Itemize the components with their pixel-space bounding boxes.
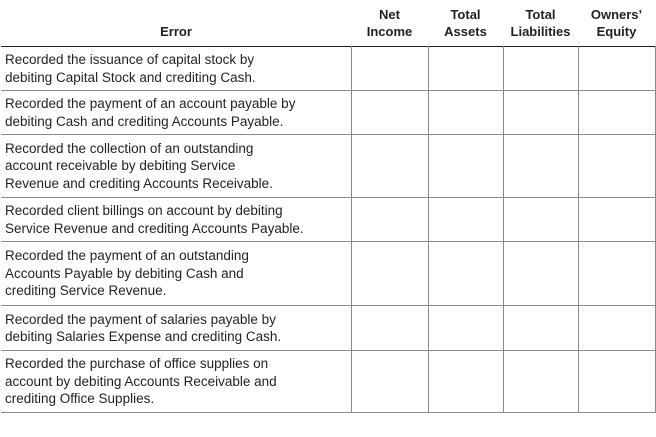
- total-assets-cell[interactable]: [428, 91, 503, 135]
- header-net-income: Net Income: [366, 7, 413, 39]
- total-liabilities-cell[interactable]: [503, 47, 578, 91]
- net-income-cell[interactable]: [351, 242, 428, 306]
- total-assets-cell[interactable]: [428, 242, 503, 306]
- error-description: Recorded the collection of an outstanding account receivable by debiting Service Revenue and crediting Accounts Receivable.: [1, 135, 351, 198]
- header-row: [1, 4, 655, 47]
- table-row: [1, 242, 655, 306]
- total-assets-cell[interactable]: [428, 351, 503, 413]
- net-income-cell[interactable]: [351, 91, 428, 135]
- total-liabilities-cell[interactable]: [503, 91, 578, 135]
- error-description: Recorded client billings on account by debiting Service Revenue and crediting Accounts Payable.: [1, 198, 351, 242]
- owners-equity-cell[interactable]: [578, 198, 655, 242]
- table-row: [1, 198, 655, 242]
- total-liabilities-cell[interactable]: [503, 306, 578, 351]
- total-assets-cell[interactable]: [428, 198, 503, 242]
- header-total-assets: Total Assets: [444, 7, 487, 39]
- table-row: [1, 306, 655, 351]
- net-income-cell[interactable]: [351, 306, 428, 351]
- table-row: [1, 135, 655, 198]
- total-liabilities-cell[interactable]: [503, 198, 578, 242]
- error-description: Recorded the payment of an outstanding Accounts Payable by debiting Cash and crediting Service Revenue.: [1, 242, 351, 306]
- net-income-cell[interactable]: [351, 198, 428, 242]
- net-income-cell[interactable]: [351, 135, 428, 198]
- error-effects-table: [1, 4, 656, 413]
- header-total-liabilities: Total Liabilities: [510, 7, 571, 39]
- table-row: [1, 351, 655, 413]
- total-liabilities-cell[interactable]: [503, 351, 578, 413]
- error-description: Recorded the purchase of office supplies on account by debiting Accounts Receivable and crediting Office Supplies.: [1, 351, 351, 413]
- owners-equity-cell[interactable]: [578, 306, 655, 351]
- net-income-cell[interactable]: [351, 47, 428, 91]
- header-error: Error: [160, 24, 192, 39]
- header-owners-equity: Owners’ Equity: [590, 7, 643, 39]
- error-description: Recorded the payment of an account payable by debiting Cash and crediting Accounts Payable.: [1, 91, 351, 135]
- owners-equity-cell[interactable]: [578, 91, 655, 135]
- table-row: [1, 91, 655, 135]
- error-description: Recorded the payment of salaries payable by debiting Salaries Expense and crediting Cash.: [1, 306, 351, 351]
- table-row: [1, 47, 655, 91]
- total-assets-cell[interactable]: [428, 306, 503, 351]
- error-description: Recorded the issuance of capital stock by debiting Capital Stock and crediting Cash.: [1, 47, 351, 91]
- total-assets-cell[interactable]: [428, 135, 503, 198]
- total-liabilities-cell[interactable]: [503, 242, 578, 306]
- owners-equity-cell[interactable]: [578, 135, 655, 198]
- owners-equity-cell[interactable]: [578, 351, 655, 413]
- net-income-cell[interactable]: [351, 351, 428, 413]
- owners-equity-cell[interactable]: [578, 47, 655, 91]
- total-assets-cell[interactable]: [428, 47, 503, 91]
- total-liabilities-cell[interactable]: [503, 135, 578, 198]
- owners-equity-cell[interactable]: [578, 242, 655, 306]
